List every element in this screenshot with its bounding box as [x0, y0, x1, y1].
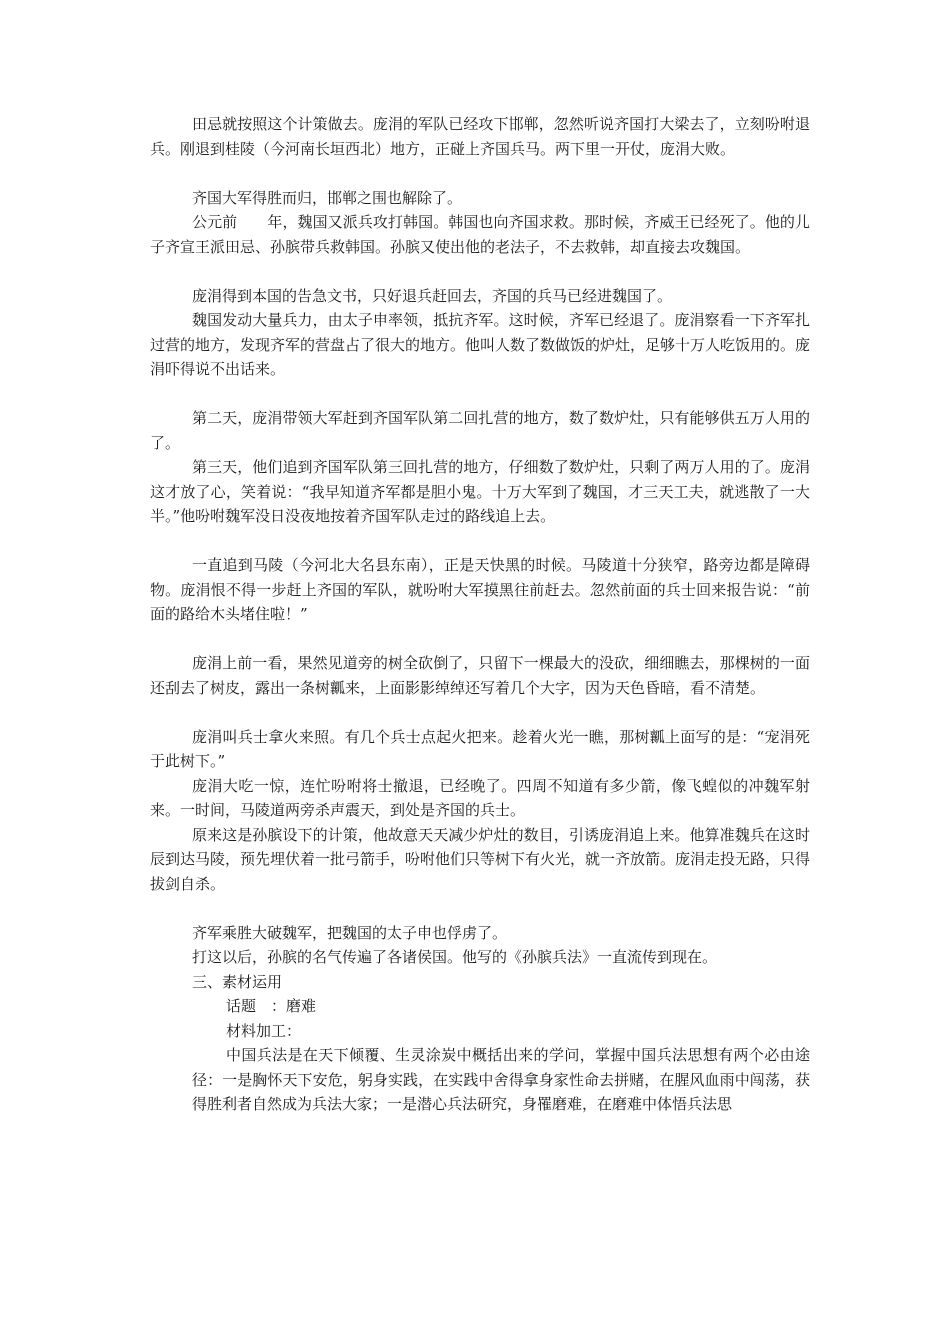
paragraph-12: 原来这是孙膑设下的计策，他故意天天减少炉灶的数目，引诱庞涓追上来。他算准魏兵在这时辰到达马陵，预先埋伏着一批弓箭手，吩咐他们只等树下有火光，就一齐放箭。庞涓走投无路，只得拔剑自杀。	[150, 825, 811, 893]
paragraph-14: 打这以后，孙膑的名气传遍了各诸侯国。他写的《孙膑兵法》一直流传到现在。	[192, 948, 718, 966]
paragraph-4: 庞涓得到本国的告急文书，只好退兵赶回去，齐国的兵马已经进魏国了。	[192, 286, 673, 305]
paragraph-2: 齐国大军得胜而归，邯郸之围也解除了。	[192, 188, 463, 207]
paragraph-10: 庞涓叫兵士拿火来照。有几个兵士点起火把来。趁着火光一瞧，那树瓤上面写的是：“宠涓死于此树下。”	[150, 727, 810, 770]
paragraph-5: 魏国发动大量兵力，由太子申率领，抵抗齐军。这时候，齐军已经退了。庞涓察看一下齐军扎过营的地方，发现齐军的营盘占了很大的地方。他叫人数了数做饭的炉灶，足够十万人吃饭用的。庞涓吓得说不出话来。	[150, 311, 811, 378]
paragraph-7: 第三天，他们追到齐国军队第三回扎营的地方，仔细数了数炉灶，只剩了两万人用的了。庞涓这才放了心，笑着说：“我早知道齐军都是胆小鬼。十万大军到了魏国，才三天工夫，就逃散了一大半。”他吩咐魏军没日没夜地按着齐国军队走过的路线追上去。	[150, 458, 810, 525]
section-heading: 三、素材运用	[192, 972, 283, 991]
document-page	[150, 112, 810, 1117]
material-text: 中国兵法是在天下倾覆、生灵涂炭中概括出来的学问，掌握中国兵法思想有两个必由途径：一是胸怀天下安危，躬身实践，在实践中舍得拿身家性命去拼赌，在腥风血雨中闯荡，获得胜利者自然成为兵法大家；一是潜心兵法研究，身罹磨难，在磨难中体悟兵法思	[192, 1046, 810, 1113]
paragraph-13: 齐军乘胜大破魏军，把魏国的太子申也俘虏了。	[192, 923, 508, 942]
paragraph-6: 第二天，庞涓带领大军赶到齐国军队第二回扎营的地方，数了数炉灶，只有能够供五万人用的了。	[150, 409, 810, 452]
paragraph-8: 一直追到马陵（今河北大名县东南），正是天快黑的时候。马陵道十分狭窄，路旁边都是障碍物。庞涓恨不得一步赶上齐国的军队，就吩咐大军摸黑往前赶去。忽然前面的兵士回来报告说：“前面的路给木头堵住啦！”	[150, 556, 810, 623]
paragraph-9: 庞涓上前一看，果然见道旁的树全砍倒了，只留下一棵最大的没砍，细细瞧去，那棵树的一面还刮去了树皮，露出一条树瓤来，上面影影绰绰还写着几个大字，因为天色昏暗，看不清楚。	[150, 654, 810, 697]
paragraph-3: 公元前 年，魏国又派兵攻打韩国。韩国也向齐国求救。那时候，齐威王已经死了。他的儿子齐宣王派田忌、孙膑带兵救韩国。孙膑又使出他的老法子，不去救韩，却直接去攻魏国。	[150, 213, 810, 256]
paragraph-1: 田忌就按照这个计策做去。庞涓的军队已经攻下邯郸，忽然听说齐国打大梁去了，立刻吩咐退兵。刚退到桂陵（今河南长垣西北）地方，正碰上齐国兵马。两下里一开仗，庞涓大败。	[150, 115, 810, 158]
paragraph-11: 庞涓大吃一惊，连忙吩咐将士撤退，已经晚了。四周不知道有多少箭，像飞蝗似的冲魏军射来。一时间，马陵道两旁杀声震天，到处是齐国的兵士。	[150, 776, 810, 819]
topic-line: 话题 ：磨难	[226, 997, 317, 1015]
material-label: 材料加工：	[226, 1021, 302, 1040]
